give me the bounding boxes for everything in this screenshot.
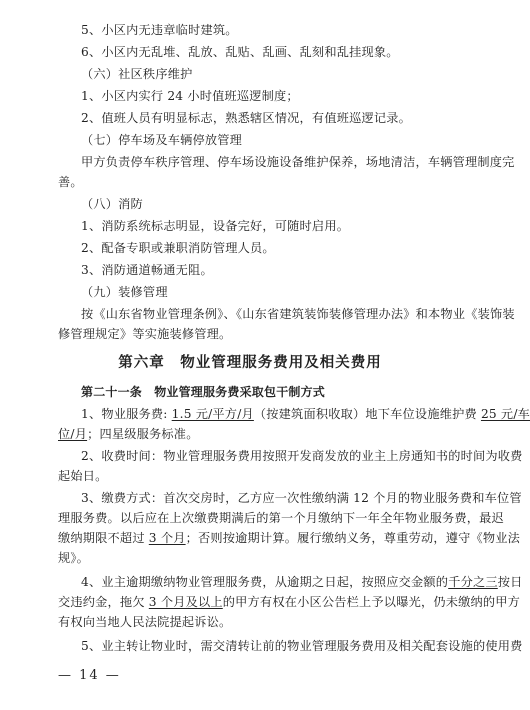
text-line: 起始日。	[58, 469, 108, 483]
underlined-value: 千分之三	[448, 575, 498, 589]
page-number: — 14 —	[58, 668, 121, 683]
chapter-title: 第六章 物业管理服务费用及相关费用	[118, 355, 382, 371]
text-line: 规》。	[58, 551, 90, 565]
text-line: 1、小区内实行 24 小时值班巡逻制度；	[81, 89, 299, 103]
section-heading: （九）装修管理	[81, 285, 168, 299]
text-fragment: 1、物业服务费:	[81, 407, 172, 421]
text-line: 5、小区内无违章临时建筑。	[81, 23, 238, 37]
text-fragment: 5、业主转让物业时，需交清转让前的物业管理服务费用及相关配套设施的使用费	[81, 639, 523, 653]
fee-value: 25 元/车	[480, 407, 530, 421]
text-line: 1、消防系统标志明显，设备完好，可随时启用。	[81, 219, 350, 233]
text-line: 善。	[58, 175, 83, 189]
text-line	[81, 406, 530, 422]
text-line: 3、缴费方式：首次交房时，乙方应一次性缴纳满 12 个月的物业服务费和车位管	[81, 491, 522, 505]
text-line	[81, 574, 523, 590]
text-line: 甲方负责停车秩序管理、停车场设施设备维护保养，场地清洁，车辆管理制度完	[81, 155, 515, 169]
section-heading: （七）停车场及车辆停放管理	[81, 133, 243, 147]
text-line	[58, 614, 458, 630]
article-title: 第二十一条 物业管理服务费采取包干制方式	[81, 385, 326, 399]
text-fragment: （按建筑面积收取）地下车位设施维护费	[253, 407, 481, 421]
text-line	[58, 530, 521, 546]
fee-value: 1.5 元/平方/月	[171, 407, 254, 421]
text-line: 按《山东省物业管理条例》、《山东省建筑装饰装修管理办法》和本物业《装饰装	[81, 307, 515, 321]
underlined-value: 3 个月及以上	[148, 595, 223, 609]
text-line: 3、消防通道畅通无阻。	[81, 263, 213, 277]
text-line	[58, 594, 521, 610]
text-line: 理服务费。以后应在上次缴费期满后的第一个月缴纳下一年全年物业服务费，最迟	[58, 511, 504, 525]
text-fragment: 按日	[497, 575, 523, 589]
section-heading: （六）社区秩序维护	[81, 67, 193, 81]
text-line: 2、收费时间：物业管理服务费用按照开发商发放的业主上房通知书的时间为收费	[81, 449, 523, 463]
text-fragment: 交违约金，拖欠	[58, 595, 149, 609]
text-fragment: 缴纳期限不超过	[58, 531, 149, 545]
text-fragment: ；否则按逾期计算。履行缴纳义务，尊重劳动，遵守《物业法	[185, 531, 521, 545]
text-line	[81, 638, 523, 654]
fee-unit: 位/月	[58, 427, 88, 441]
text-fragment: ；四星级服务标准。	[87, 427, 199, 441]
text-line: 2、配备专职或兼职消防管理人员。	[81, 241, 275, 255]
text-line: 2、值班人员有明显标志，熟悉辖区情况，有值班巡逻记录。	[81, 111, 412, 125]
text-fragment: 4、业主逾期缴纳物业管理服务费，从逾期之日起，按照应交金额的	[81, 575, 449, 589]
section-heading: （八）消防	[81, 197, 143, 211]
text-line: 修管理规定》等实施装修管理。	[58, 327, 232, 341]
text-line	[58, 426, 458, 442]
text-fragment: 有权向当地人民法院提起诉讼。	[58, 615, 232, 629]
text-line: 6、小区内无乱堆、乱放、乱贴、乱画、乱刻和乱挂现象。	[81, 45, 399, 59]
text-fragment: 的甲方有权在小区公告栏上予以曝光，仍未缴纳的甲方	[222, 595, 521, 609]
deadline-value: 3 个月	[148, 531, 186, 545]
